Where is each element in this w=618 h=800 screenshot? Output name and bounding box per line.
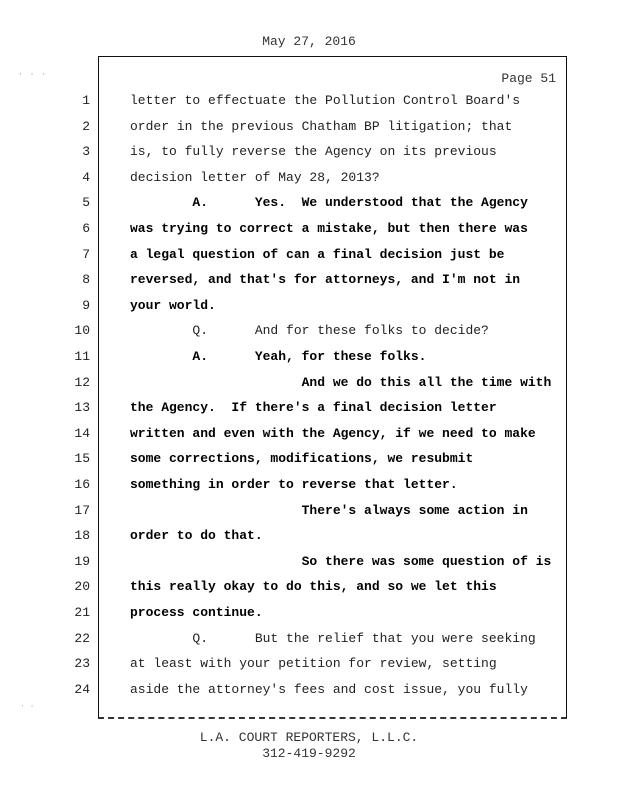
line-text: Q. But the relief that you were seeking — [130, 630, 536, 646]
line-number: 1 — [82, 93, 90, 108]
line-number: 12 — [74, 374, 90, 390]
line-number: 10 — [74, 323, 90, 339]
transcript-line — [0, 629, 566, 649]
transcript-line — [0, 424, 566, 444]
line-text: There's always some action in — [130, 502, 528, 518]
transcript-line — [0, 373, 566, 393]
transcript-line — [0, 552, 566, 572]
line-number: 4 — [82, 169, 90, 185]
transcript-line — [0, 219, 566, 239]
transcript-line — [0, 296, 566, 316]
line-text: is, to fully reverse the Agency on its previous — [130, 144, 497, 160]
transcript-line — [0, 680, 566, 700]
line-number: 11 — [74, 349, 90, 364]
transcript-line — [0, 603, 566, 623]
line-number: 23 — [74, 656, 90, 672]
line-text: order to do that. — [130, 528, 263, 544]
line-text: decision letter of May 28, 2013? — [130, 169, 380, 185]
line-number: 15 — [74, 451, 90, 467]
transcript-line — [0, 475, 566, 495]
line-number: 14 — [74, 425, 90, 441]
transcript-line — [0, 245, 566, 265]
transcript-line — [0, 142, 566, 162]
line-number: 20 — [74, 579, 90, 595]
transcript-line — [0, 347, 566, 367]
line-text: your world. — [130, 297, 216, 313]
line-number: 3 — [82, 144, 90, 160]
line-number: 18 — [74, 528, 90, 544]
transcript-line — [0, 501, 566, 521]
transcript-line — [0, 654, 566, 674]
line-number: 22 — [74, 630, 90, 646]
line-number: 2 — [82, 118, 90, 134]
transcript-line — [0, 168, 566, 188]
line-text: a legal question of can a final decision just be — [130, 246, 505, 262]
line-number: 21 — [74, 605, 90, 620]
line-text: was trying to correct a mistake, but then there was — [130, 221, 528, 236]
line-text: reversed, and that's for attorneys, and I'm not in — [130, 272, 521, 288]
line-number: 13 — [74, 400, 90, 416]
line-number: 9 — [82, 297, 90, 313]
line-text: written and even with the Agency, if we need to make — [130, 425, 536, 441]
line-number: 5 — [82, 195, 90, 211]
transcript-line — [0, 117, 566, 137]
line-text: A. Yeah, for these folks. — [130, 349, 427, 364]
line-number: 8 — [82, 272, 90, 288]
line-number: 6 — [82, 221, 90, 236]
page-number: Page 51 — [501, 71, 556, 86]
transcript-line — [0, 321, 566, 341]
line-text: letter to effectuate the Pollution Control Board's — [130, 93, 521, 108]
footer-phone: 312-419-9292 — [262, 746, 356, 761]
line-text: some corrections, modifications, we resubmit — [130, 451, 474, 467]
line-number: 19 — [74, 553, 90, 569]
line-number: 17 — [74, 502, 90, 518]
transcript-line — [0, 91, 566, 111]
line-number: 7 — [82, 246, 90, 262]
transcript-line — [0, 526, 566, 546]
transcript-line — [0, 193, 566, 213]
line-text: at least with your petition for review, setting — [130, 656, 497, 672]
transcript-line — [0, 449, 566, 469]
line-text: aside the attorney's fees and cost issue, you fully — [130, 681, 528, 697]
transcript-line — [0, 577, 566, 597]
line-text: A. Yes. We understood that the Agency — [130, 195, 528, 211]
margin-mark: · · · — [18, 70, 48, 79]
line-text: Q. And for these folks to decide? — [130, 323, 489, 339]
transcript-line — [0, 398, 566, 418]
line-text: the Agency. If there's a final decision letter — [130, 400, 497, 416]
header-date: May 27, 2016 — [262, 34, 356, 49]
line-text: So there was some question of is — [130, 553, 552, 569]
line-text: order in the previous Chatham BP litigation; that — [130, 118, 513, 134]
line-text: something in order to reverse that letter. — [130, 477, 458, 492]
footer-company: L.A. COURT REPORTERS, L.L.C. — [199, 730, 419, 745]
line-number: 16 — [74, 477, 90, 492]
line-text: this really okay to do this, and so we let this — [130, 579, 497, 595]
line-text: And we do this all the time with — [130, 374, 552, 390]
margin-mark: · · — [20, 702, 35, 711]
transcript-line — [0, 270, 566, 290]
line-number: 24 — [74, 681, 90, 697]
line-text: process continue. — [130, 605, 263, 620]
